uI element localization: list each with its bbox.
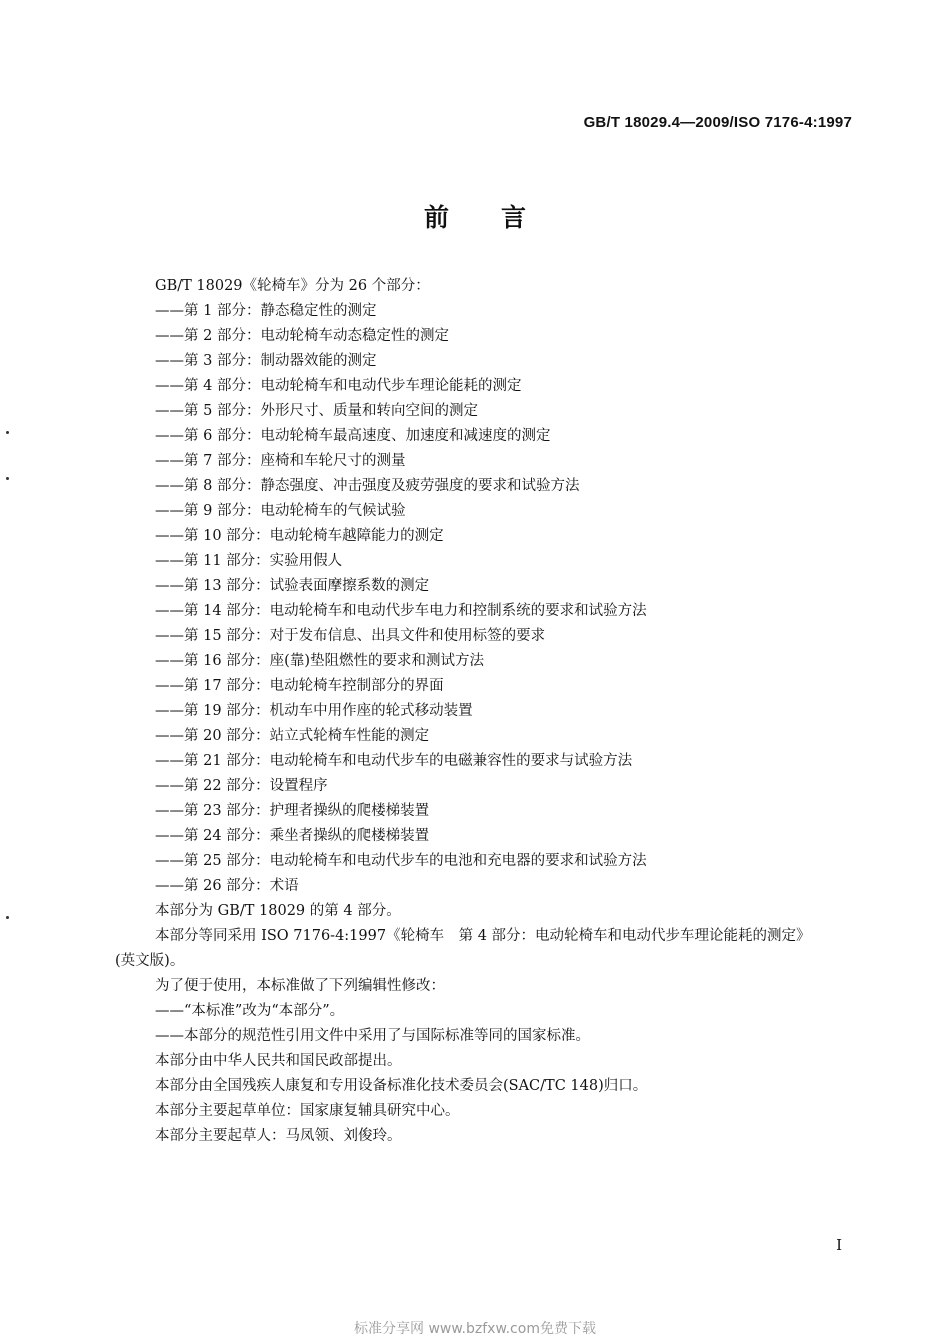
part-list-item: ——第 3 部分：制动器效能的测定 (155, 353, 377, 369)
parts-list (155, 299, 860, 899)
edit-list-item: ——本部分的规范性引用文件中采用了与国际标准等同的国家标准。 (155, 1028, 590, 1044)
standard-code: GB/T 18029.4—2009/ISO 7176-4:1997 (583, 114, 852, 131)
part-list-item: ——第 1 部分：静态稳定性的测定 (155, 303, 377, 319)
part-list-item: ——第 21 部分：电动轮椅车和电动代步车的电磁兼容性的要求与试验方法 (155, 753, 633, 769)
statement-part: 本部分为 GB/T 18029 的第 4 部分。 (155, 903, 401, 919)
statement-adopt: 本部分等同采用 ISO 7176-4:1997《轮椅车 第 4 部分：电动轮椅车和电动代步车理论能耗的测定》 (155, 928, 811, 944)
part-list-item: ——第 10 部分：电动轮椅车越障能力的测定 (155, 528, 444, 544)
page-number: I (836, 1236, 842, 1254)
statement-edit: 为了便于使用，本标准做了下列编辑性修改： (155, 978, 445, 994)
scan-speck (6, 477, 9, 480)
statement-drafting-unit: 本部分主要起草单位：国家康复辅具研究中心。 (155, 1103, 460, 1119)
part-list-item: ——第 26 部分：术语 (155, 878, 299, 894)
part-list-item: ——第 4 部分：电动轮椅车和电动代步车理论能耗的测定 (155, 378, 522, 394)
part-list-item: ——第 5 部分：外形尺寸、质量和转向空间的测定 (155, 403, 478, 419)
part-list-item: ——第 8 部分：静态强度、冲击强度及疲劳强度的要求和试验方法 (155, 478, 580, 494)
edits-list (155, 999, 860, 1049)
part-list-item: ——第 6 部分：电动轮椅车最高速度、加速度和减速度的测定 (155, 428, 551, 444)
part-list-item: ——第 24 部分：乘坐者操纵的爬楼梯装置 (155, 828, 430, 844)
part-list-item: ——第 16 部分：座(靠)垫阻燃性的要求和测试方法 (155, 653, 484, 669)
intro-line: GB/T 18029《轮椅车》分为 26 个部分： (155, 278, 430, 294)
edit-list-item: ——“本标准”改为“本部分”。 (155, 1003, 345, 1019)
scan-speck (6, 431, 9, 434)
part-list-item: ——第 22 部分：设置程序 (155, 778, 328, 794)
part-list-item: ——第 19 部分：机动车中用作座的轮式移动装置 (155, 703, 473, 719)
part-list-item: ——第 23 部分：护理者操纵的爬楼梯装置 (155, 803, 430, 819)
part-list-item: ——第 9 部分：电动轮椅车的气候试验 (155, 503, 406, 519)
part-list-item: ——第 20 部分：站立式轮椅车性能的测定 (155, 728, 430, 744)
foreword-body (115, 274, 860, 1149)
statement-centralized: 本部分由全国残疾人康复和专用设备标准化技术委员会(SAC/TC 148)归口。 (155, 1078, 648, 1094)
part-list-item: ——第 14 部分：电动轮椅车和电动代步车电力和控制系统的要求和试验方法 (155, 603, 647, 619)
part-list-item: ——第 17 部分：电动轮椅车控制部分的界面 (155, 678, 444, 694)
scan-speck (6, 916, 9, 919)
part-list-item: ——第 15 部分：对于发布信息、出具文件和使用标签的要求 (155, 628, 546, 644)
part-list-item: ——第 13 部分：试验表面摩擦系数的测定 (155, 578, 430, 594)
part-list-item: ——第 2 部分：电动轮椅车动态稳定性的测定 (155, 328, 449, 344)
part-list-item: ——第 7 部分：座椅和车轮尺寸的测量 (155, 453, 406, 469)
footer-watermark: 标准分享网 www.bzfxw.com免费下载 (354, 1321, 596, 1337)
statement-drafters: 本部分主要起草人：马凤领、刘俊玲。 (155, 1128, 402, 1144)
part-list-item: ——第 11 部分：实验用假人 (155, 553, 343, 569)
statement-adopt-cont: (英文版)。 (115, 953, 185, 969)
part-list-item: ——第 25 部分：电动轮椅车和电动代步车的电池和充电器的要求和试验方法 (155, 853, 647, 869)
statement-proposed: 本部分由中华人民共和国民政部提出。 (155, 1053, 402, 1069)
page-title: 前言 (423, 203, 578, 232)
